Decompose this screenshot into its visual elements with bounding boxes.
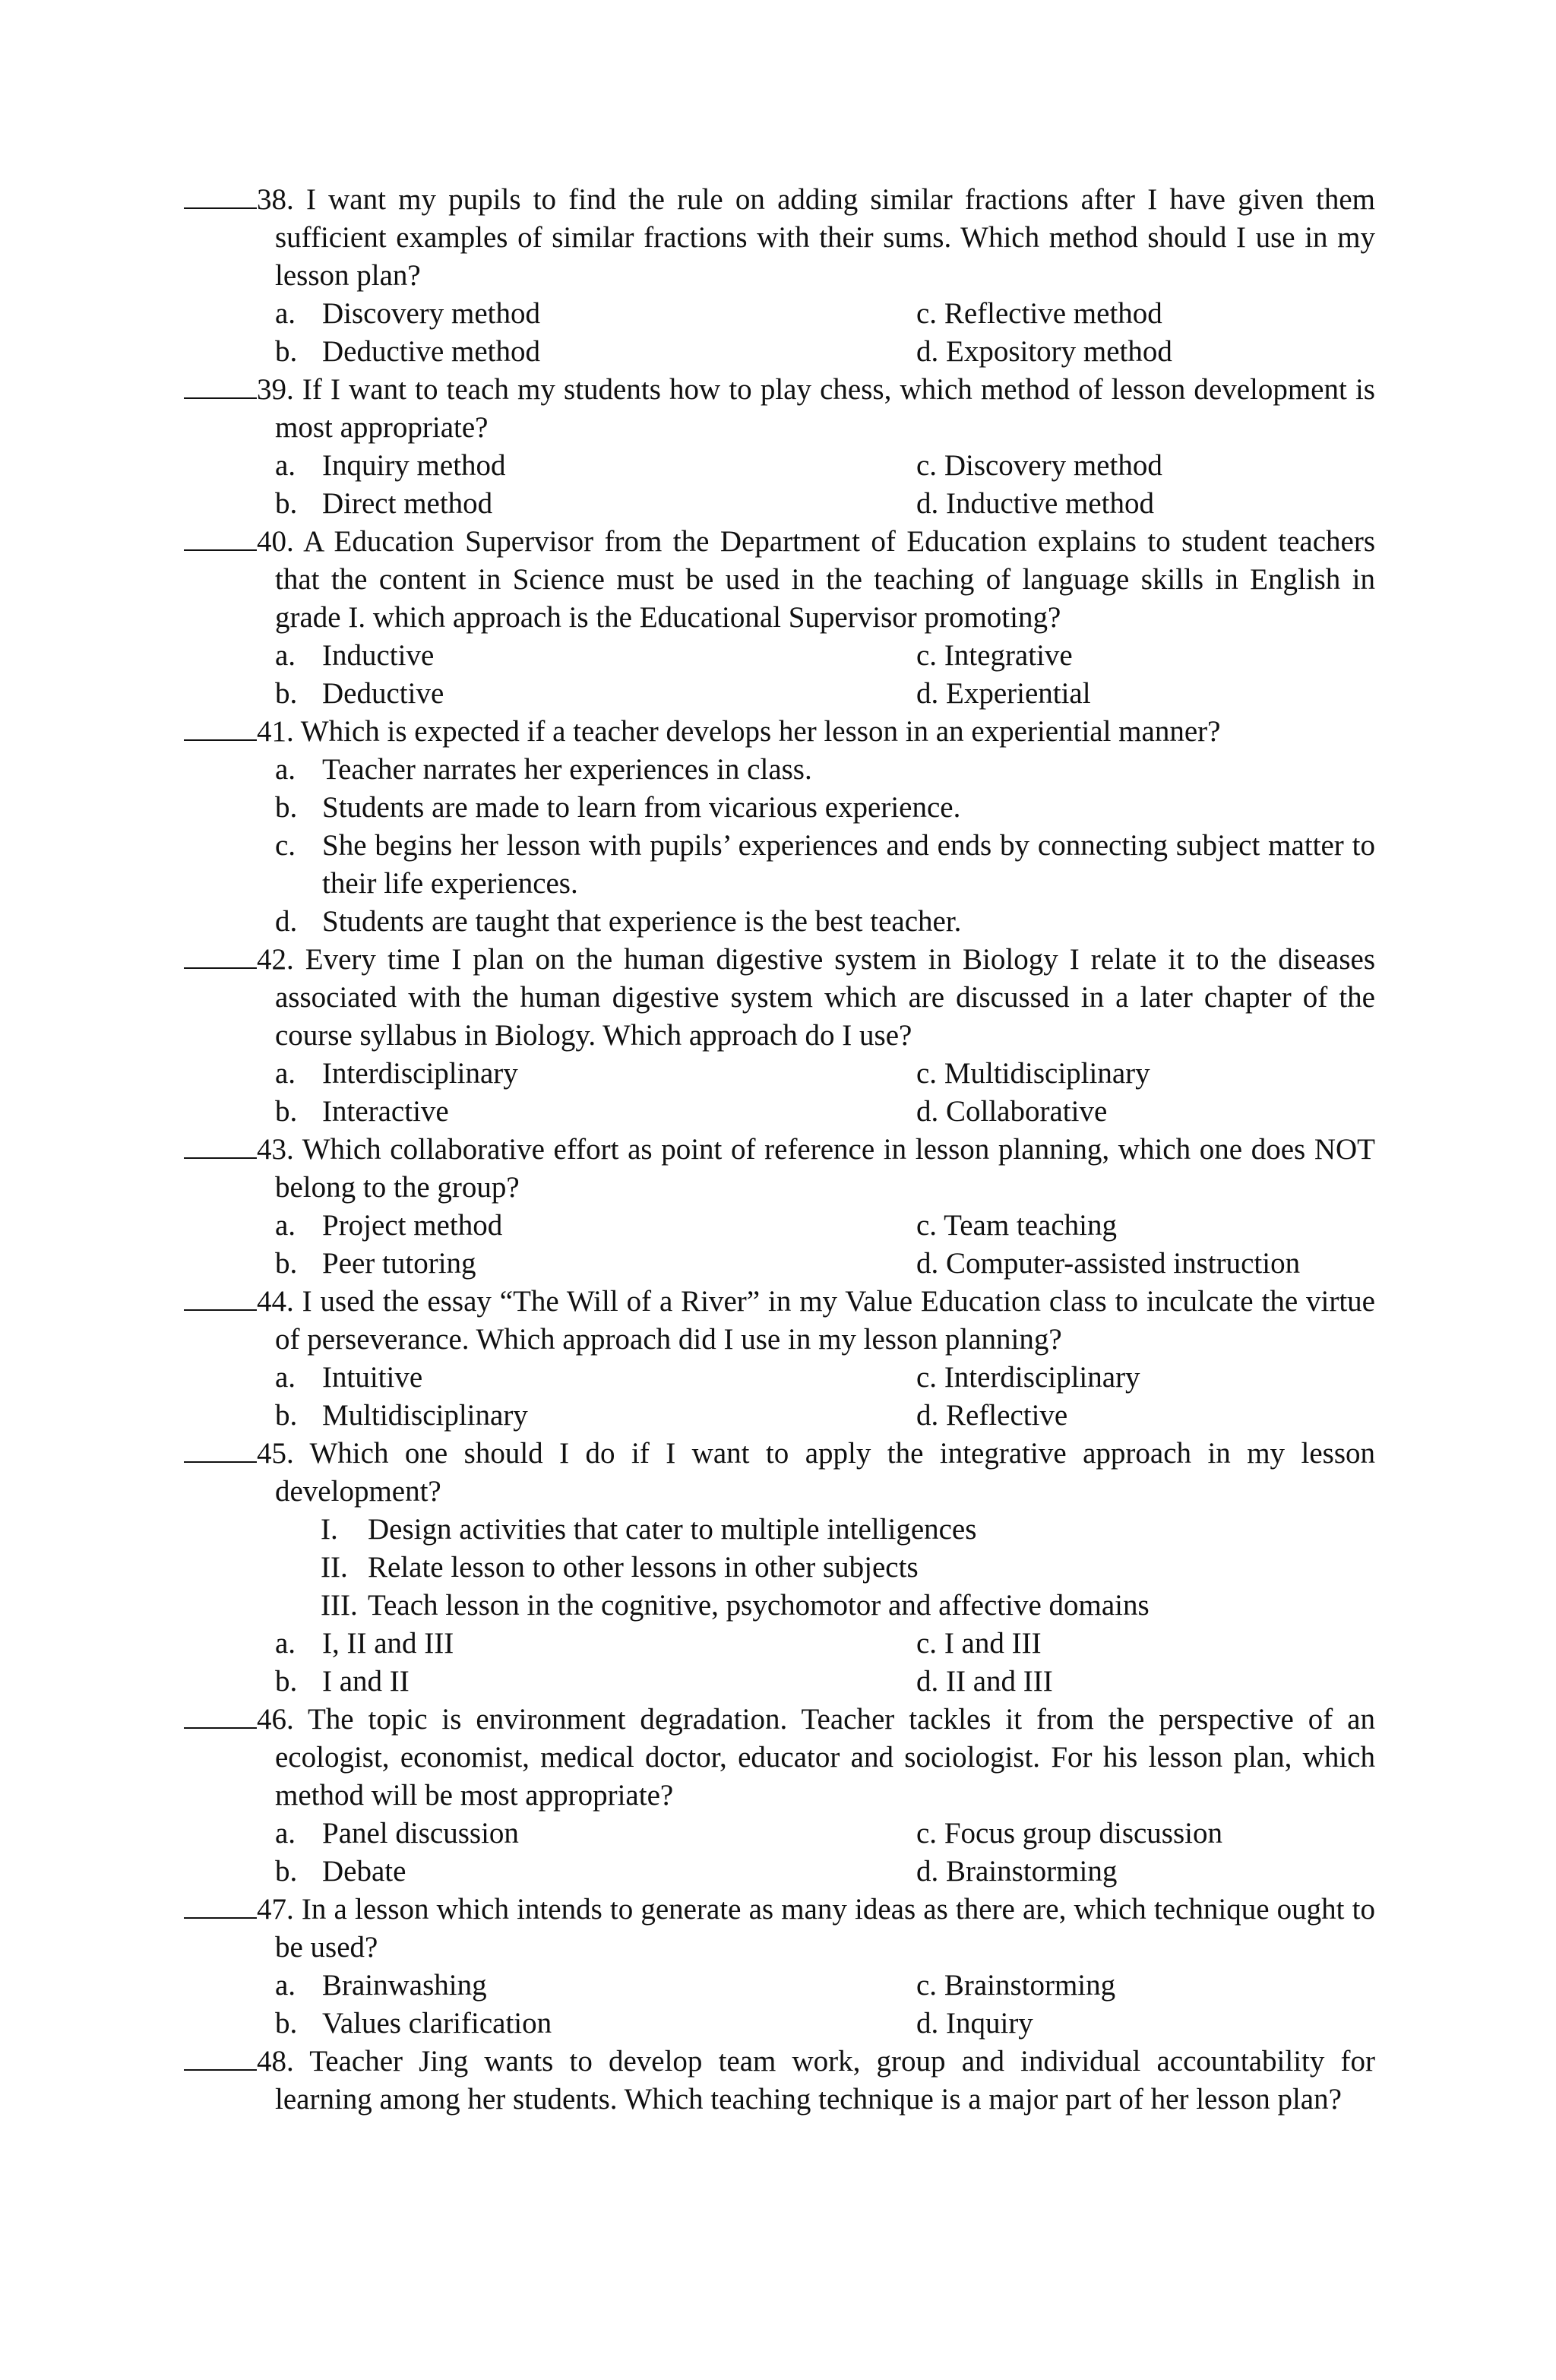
option-c: Discovery method bbox=[944, 449, 1162, 482]
option-label: b. bbox=[275, 1855, 298, 1888]
question-stem bbox=[184, 1701, 1375, 1815]
question-44 bbox=[184, 1283, 1375, 1435]
option-label: a. bbox=[275, 1969, 296, 2002]
option-label: a. bbox=[275, 449, 296, 482]
statement-text: Design activities that cater to multiple intelligences bbox=[368, 1513, 977, 1546]
question-number: 42. bbox=[257, 943, 294, 976]
question-number: 38. bbox=[257, 183, 294, 216]
question-number: 41. bbox=[257, 715, 294, 748]
statement-row bbox=[184, 1549, 1375, 1587]
question-45 bbox=[184, 1435, 1375, 1701]
question-text: Teacher Jing wants to develop team work, group and individual accountability for learning among her students. Which teaching technique is a major part of her lesson plan? bbox=[275, 2045, 1376, 2116]
option-label: a. bbox=[275, 639, 296, 672]
option-row bbox=[184, 903, 1375, 941]
option-a: Panel discussion bbox=[322, 1817, 519, 1850]
option-a: Teacher narrates her experiences in class. bbox=[322, 753, 812, 786]
option-b: Students are made to learn from vicarious experience. bbox=[322, 791, 961, 824]
question-42 bbox=[184, 941, 1375, 1131]
question-stem bbox=[184, 181, 1375, 295]
answer-blank[interactable] bbox=[184, 527, 257, 551]
option-label: c. bbox=[916, 449, 938, 482]
option-label: d. bbox=[916, 1399, 939, 1432]
statement-row bbox=[184, 1511, 1375, 1549]
option-row bbox=[184, 751, 1375, 789]
answer-blank[interactable] bbox=[184, 1438, 257, 1463]
option-label: a. bbox=[275, 1817, 296, 1850]
option-a: Discovery method bbox=[322, 297, 541, 330]
options bbox=[184, 447, 1375, 523]
option-label: a. bbox=[275, 1627, 296, 1660]
option-d: Inquiry bbox=[946, 2007, 1033, 2040]
answer-blank[interactable] bbox=[184, 717, 257, 741]
question-43 bbox=[184, 1131, 1375, 1283]
statement-label: I. bbox=[321, 1513, 338, 1546]
option-a: Intuitive bbox=[322, 1361, 423, 1394]
options bbox=[184, 295, 1375, 371]
option-label: d. bbox=[916, 487, 939, 520]
option-label: b. bbox=[275, 487, 298, 520]
statement-text: Relate lesson to other lessons in other subjects bbox=[368, 1551, 919, 1584]
answer-blank[interactable] bbox=[184, 1287, 257, 1311]
option-b: Debate bbox=[322, 1855, 406, 1888]
option-a: Interdisciplinary bbox=[322, 1057, 518, 1090]
exam-page bbox=[184, 181, 1375, 2119]
option-label: d. bbox=[916, 1247, 939, 1280]
option-b: I and II bbox=[322, 1665, 410, 1698]
answer-blank[interactable] bbox=[184, 1894, 257, 1919]
question-text: Which is expected if a teacher develops her lesson in an experiential manner? bbox=[300, 715, 1221, 748]
option-row bbox=[184, 827, 1375, 903]
option-b: Values clarification bbox=[322, 2007, 552, 2040]
option-c: Interdisciplinary bbox=[944, 1361, 1140, 1394]
option-label: c. bbox=[275, 829, 296, 862]
question-number: 43. bbox=[257, 1133, 294, 1166]
answer-blank[interactable] bbox=[184, 375, 257, 399]
question-stem bbox=[184, 523, 1375, 637]
option-d: Reflective bbox=[946, 1399, 1068, 1432]
statement-text: Teach lesson in the cognitive, psychomotor and affective domains bbox=[368, 1589, 1150, 1622]
option-a: Brainwashing bbox=[322, 1969, 487, 2002]
option-label: b. bbox=[275, 1665, 298, 1698]
option-label: c. bbox=[916, 1361, 938, 1394]
question-text: I used the essay “The Will of a River” in my Value Education class to inculcate the virtue of perseverance. Which approach did I use in my lesson planning? bbox=[275, 1285, 1375, 1356]
options bbox=[184, 1815, 1375, 1891]
option-d: II and III bbox=[946, 1665, 1053, 1698]
answer-blank[interactable] bbox=[184, 2046, 257, 2071]
option-label: b. bbox=[275, 677, 298, 710]
option-label: a. bbox=[275, 1361, 296, 1394]
option-label: c. bbox=[916, 639, 938, 672]
question-number: 46. bbox=[257, 1703, 294, 1736]
option-label: b. bbox=[275, 791, 298, 824]
question-stem bbox=[184, 1131, 1375, 1207]
statement-row bbox=[184, 1587, 1375, 1625]
options bbox=[184, 1967, 1375, 2043]
question-41 bbox=[184, 713, 1375, 941]
option-b: Interactive bbox=[322, 1095, 449, 1128]
option-b: Multidisciplinary bbox=[322, 1399, 528, 1432]
option-b: Direct method bbox=[322, 487, 493, 520]
question-text: If I want to teach my students how to play chess, which method of lesson development is most appropriate? bbox=[275, 373, 1375, 444]
option-d: Experiential bbox=[946, 677, 1091, 710]
option-c: Multidisciplinary bbox=[944, 1057, 1150, 1090]
option-label: d. bbox=[916, 335, 939, 368]
option-label: d. bbox=[916, 2007, 939, 2040]
question-text: The topic is environment degradation. Teacher tackles it from the perspective of an ecologist, economist, medical doctor, educator and sociologist. For his lesson plan, which method will be most appropriate? bbox=[275, 1703, 1375, 1812]
option-label: d. bbox=[916, 1665, 939, 1698]
question-38 bbox=[184, 181, 1375, 371]
option-label: b. bbox=[275, 1399, 298, 1432]
question-number: 44. bbox=[257, 1285, 294, 1318]
option-a: Inductive bbox=[322, 639, 435, 672]
option-b: Deductive method bbox=[322, 335, 540, 368]
option-a: Project method bbox=[322, 1209, 503, 1242]
option-label: a. bbox=[275, 297, 296, 330]
option-label: d. bbox=[916, 1855, 939, 1888]
option-c: Brainstorming bbox=[944, 1969, 1116, 2002]
question-40 bbox=[184, 523, 1375, 713]
option-label: a. bbox=[275, 1209, 296, 1242]
option-label: a. bbox=[275, 753, 296, 786]
option-label: a. bbox=[275, 1057, 296, 1090]
option-label: d. bbox=[916, 1095, 939, 1128]
option-c: I and III bbox=[944, 1627, 1042, 1660]
question-stem bbox=[184, 1891, 1375, 1967]
option-row bbox=[184, 789, 1375, 827]
option-c: Reflective method bbox=[944, 297, 1162, 330]
option-d: Computer-assisted instruction bbox=[946, 1247, 1301, 1280]
question-text: Which collaborative effort as point of reference in lesson planning, which one does NOT belong to the group? bbox=[275, 1133, 1376, 1204]
question-48 bbox=[184, 2043, 1375, 2119]
question-stem bbox=[184, 1435, 1375, 1511]
options bbox=[184, 637, 1375, 713]
question-number: 39. bbox=[257, 373, 294, 406]
option-label: b. bbox=[275, 2007, 298, 2040]
option-a: Inquiry method bbox=[322, 449, 506, 482]
question-text: In a lesson which intends to generate as many ideas as there are, which technique ought to be used? bbox=[275, 1893, 1375, 1964]
option-label: b. bbox=[275, 335, 298, 368]
answer-blank[interactable] bbox=[184, 945, 257, 969]
option-label: c. bbox=[916, 1057, 938, 1090]
option-b: Peer tutoring bbox=[322, 1247, 476, 1280]
option-a: I, II and III bbox=[322, 1627, 454, 1660]
option-d: Collaborative bbox=[946, 1095, 1108, 1128]
options bbox=[184, 1625, 1375, 1701]
option-label: b. bbox=[275, 1095, 298, 1128]
question-39 bbox=[184, 371, 1375, 523]
options bbox=[184, 1207, 1375, 1283]
option-label: c. bbox=[916, 1209, 938, 1242]
question-number: 47. bbox=[257, 1893, 294, 1926]
question-number: 48. bbox=[257, 2045, 294, 2078]
question-stem bbox=[184, 2043, 1375, 2119]
question-stem bbox=[184, 371, 1375, 447]
option-d: Inductive method bbox=[946, 487, 1155, 520]
question-text: I want my pupils to find the rule on adding similar fractions after I have given them sufficient examples of similar fractions with their sums. Which method should I use in my lesson plan? bbox=[275, 183, 1375, 292]
option-d: Students are taught that experience is the best teacher. bbox=[322, 905, 962, 938]
option-label: d. bbox=[916, 677, 939, 710]
option-label: c. bbox=[916, 1817, 938, 1850]
options bbox=[184, 1055, 1375, 1131]
answer-blank[interactable] bbox=[184, 1704, 257, 1729]
option-c: Focus group discussion bbox=[944, 1817, 1222, 1850]
option-label: c. bbox=[916, 1969, 938, 2002]
question-number: 45. bbox=[257, 1437, 294, 1470]
statement-label: III. bbox=[321, 1589, 358, 1622]
option-b: Deductive bbox=[322, 677, 444, 710]
statement-label: II. bbox=[321, 1551, 348, 1584]
answer-blank[interactable] bbox=[184, 185, 257, 209]
option-label: d. bbox=[275, 905, 298, 938]
question-text: Every time I plan on the human digestive system in Biology I relate it to the diseases associated with the human digestive system which are discussed in a later chapter of the course syllabus in Biology. Which approach do I use? bbox=[275, 943, 1376, 1052]
option-c: Team teaching bbox=[944, 1209, 1118, 1242]
answer-blank[interactable] bbox=[184, 1135, 257, 1159]
option-c: She begins her lesson with pupils’ experiences and ends by connecting subject matter to their life experiences. bbox=[322, 829, 1375, 900]
question-stem bbox=[184, 941, 1375, 1055]
option-d: Brainstorming bbox=[946, 1855, 1118, 1888]
question-text: Which one should I do if I want to apply the integrative approach in my lesson development? bbox=[275, 1437, 1375, 1508]
question-47 bbox=[184, 1891, 1375, 2043]
option-label: c. bbox=[916, 1627, 938, 1660]
option-d: Expository method bbox=[946, 335, 1172, 368]
question-number: 40. bbox=[257, 525, 294, 558]
option-label: c. bbox=[916, 297, 938, 330]
question-text: A Education Supervisor from the Department of Education explains to student teachers that the content in Science must be used in the teaching of language skills in English in grade I. which approach is the Educational Supervisor promoting? bbox=[275, 525, 1375, 634]
option-c: Integrative bbox=[944, 639, 1073, 672]
question-stem bbox=[184, 1283, 1375, 1359]
question-stem bbox=[184, 713, 1375, 751]
question-46 bbox=[184, 1701, 1375, 1891]
options bbox=[184, 1359, 1375, 1435]
option-label: b. bbox=[275, 1247, 298, 1280]
